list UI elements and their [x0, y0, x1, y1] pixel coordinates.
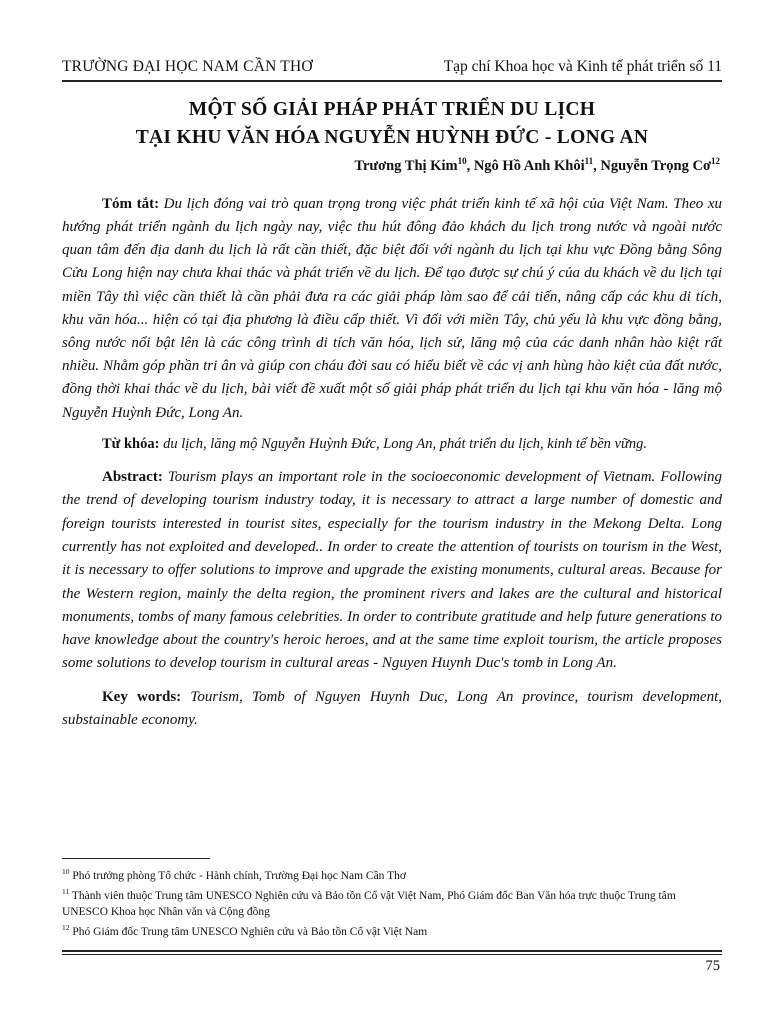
title-line-2: TẠI KHU VĂN HÓA NGUYỄN HUỲNH ĐỨC - LONG AN	[135, 127, 649, 148]
keywords-en-text: Tourism, Tomb of Nguyen Huynh Duc, Long An province, tourism development, substainable economy.	[62, 688, 723, 728]
paper-page	[62, 58, 722, 732]
summary-text: Du lịch đóng vai trò quan trọng trong việc phát triển kinh tế xã hội của Việt Nam. Theo xu hướng phát triển ngành du lịch ngày nay, việc thu hút đông đảo khách du lịch trong nước và ngoài nước quan tâm đến địa danh du lịch là rất cần thiết, đặc biệt đối với ngành du lịch tại khu vực Đồng bằng Sông Cửu Long hiện nay chưa khai thác và phát triển về du lịch. Để tạo được sự chú ý của du khách về du lịch tại miền Tây thì việc cần thiết là cần phải đưa ra các giải pháp làm sao để cải tiến, nâng cấp các khu di tích, khu văn hóa... hiện có tại địa phương là điều cấp thiết. Vì đối với miền Tây, chủ yếu là khu vực đồng bằng, sông nước nổi bật lên là các công trình di tích văn hóa, lịch sử, lăng mộ của các danh nhân hào kiệt rất nhiều. Nhằm góp phần tri ân và giúp con cháu đời sau có hiểu biết về các vị anh hùng hào kiệt của đất nước, đồng thời khai thác về du lịch, bài viết đề xuất một số giải pháp phát triển du lịch tại khu văn hóa - lăng mộ Nguyễn Huỳnh Đức, Long An.	[62, 195, 722, 421]
author-name: Nguyễn Trọng Cơ	[600, 157, 711, 174]
footnote-text: Phó trưởng phòng Tổ chức - Hành chính, Trường Đại học Nam Cần Thơ	[72, 869, 406, 882]
footnote-ref: 12	[62, 923, 70, 933]
footnote	[62, 884, 722, 920]
author-list: Trương Thị Kim$^{10}$, Ngô Hồ Anh Khôi$^{11}$, Nguyễn Trọng $Cơ^{12}$	[354, 156, 720, 174]
footnote	[62, 920, 722, 940]
footnotes	[62, 864, 722, 940]
author-name: Trương Thị Kim	[354, 157, 458, 174]
keywords-vietnamese	[62, 433, 722, 456]
abstract-english	[62, 466, 722, 676]
summary-label: Tóm tắt:	[102, 195, 160, 212]
footer-divider	[62, 950, 722, 955]
author-footnote-ref: 12	[711, 156, 720, 166]
title-line-1: MỘT SỐ GIẢI PHÁP PHÁT TRIỂN DU LỊCH	[188, 99, 596, 120]
page-number: 75	[705, 958, 720, 974]
paper-title	[62, 96, 722, 152]
footnote-text: Thành viên thuộc Trung tâm UNESCO Nghiên cứu và Bảo tồn Cổ vật Việt Nam, Phó Giám đốc Ban Văn hóa trực thuộc Trung tâm UNESCO Khoa học Nhân văn và Cộng đồng	[62, 890, 676, 918]
author-footnote-ref: 10	[457, 156, 467, 166]
keywords-text: du lịch, lăng mộ Nguyễn Huỳnh Đức, Long An, phát triển du lịch, kinh tế bền vững.	[163, 435, 648, 452]
footnote-ref: 11	[62, 887, 70, 897]
footnote-divider	[62, 858, 210, 859]
summary-vietnamese	[62, 193, 722, 456]
header-journal: Tạp chí Khoa học và Kinh tế phát triển số 11	[443, 58, 722, 75]
author-footnote-ref: 11	[584, 156, 594, 166]
header-institution: TRƯỜNG ĐẠI HỌC NAM CẦN THƠ	[62, 58, 313, 75]
keywords-label: Từ khóa:	[102, 435, 160, 452]
abstract-label: Abstract:	[102, 469, 163, 486]
author-name: Ngô Hồ Anh Khôi	[473, 157, 585, 174]
footnote-ref: 10	[62, 867, 70, 876]
footnote	[62, 864, 722, 884]
keywords-english	[62, 686, 722, 732]
abstract-text: Tourism plays an important role in the socioeconomic development of Vietnam. Following the trend of developing tourism industry today, it is necessary to attract a large number of domestic and foreign tourists interested in tourist sites, especially for the tourism industry in the Mekong Delta. Long currently has not exploited and developed.. In order to create the attention of tourists on tourism in the West, it is necessary to offer solutions to improve and upgrade the existing monuments, cultural areas. Because for the Western region, mainly the delta region, the prominent rivers and lakes are the cultural and historical monuments, tombs of many famous celebrities. In order to contribute gratitude and help future generations to have knowledge about the country's heroic heroes, and at the same time exploit tourism, the article proposes some solutions to develop tourism in cultural areas - Nguyen Huynh Duc's tomb in Long An.	[62, 469, 722, 672]
footnote-text: Phó Giám đốc Trung tâm UNESCO Nghiên cứu và Bảo tồn Cổ vật Việt Nam	[72, 925, 428, 938]
keywords-en-label: Key words:	[102, 688, 182, 705]
running-header	[62, 58, 722, 82]
